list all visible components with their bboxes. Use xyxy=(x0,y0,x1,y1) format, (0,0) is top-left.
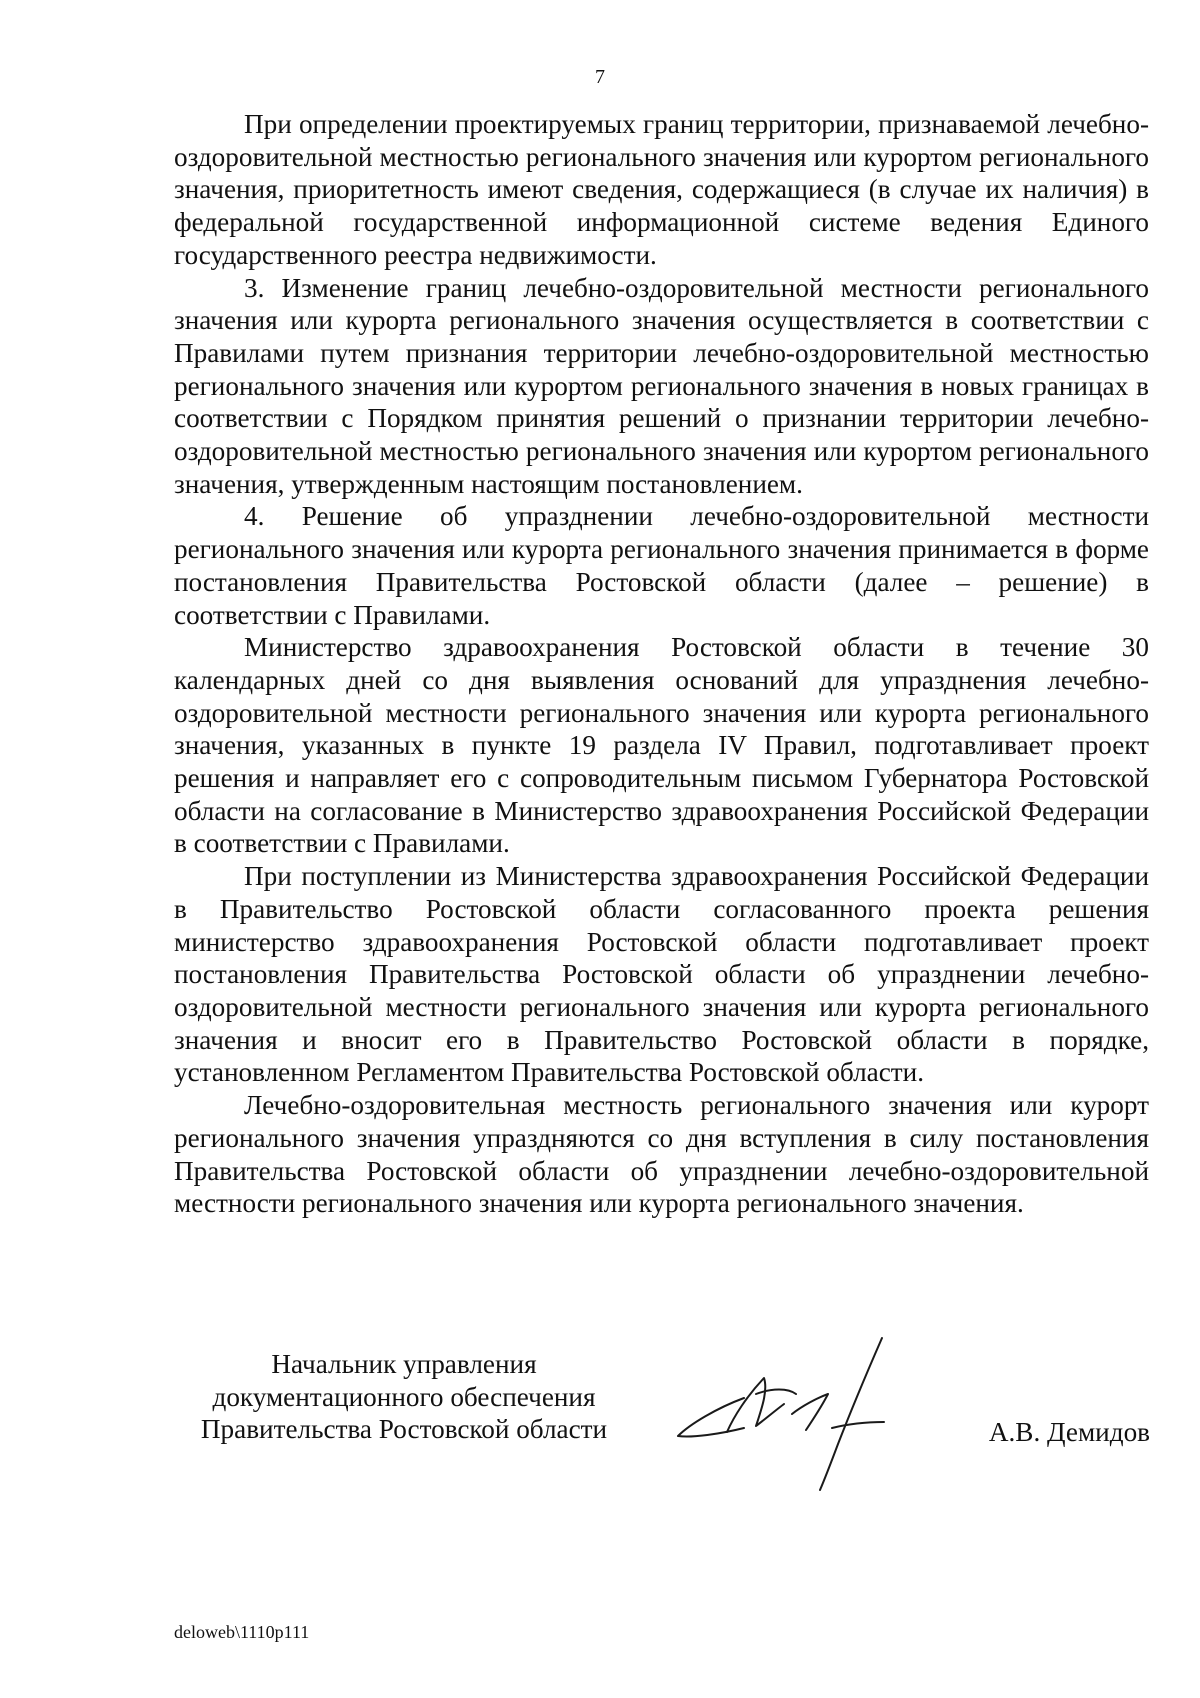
paragraph: 3. Изменение границ лечебно-оздоровительной местности регионального значения или курорта регионального значения осуществляется в соответствии с Правилами путем признания территории лечебно-оздоровительной местностью регионального значения или курортом регионального значения в новых границах в соответствии с Порядком принятия решений о признании территории лечебно-оздоровительной местностью регионального значения или курортом регионального значения, утвержденным настоящим постановлением. xyxy=(174,272,1149,499)
paragraph: Лечебно-оздоровительная местность регионального значения или курорт регионального значения упраздняются со дня вступления в силу постановления Правительства Ростовской области об упразднении лечебно-оздоровительной местности регионального значения или курорта регионального значения. xyxy=(174,1090,1149,1219)
paragraph: При поступлении из Министерства здравоохранения Российской Федерации в Правительство Ростовской области согласованного проекта решения министерство здравоохранения Ростовской области подготавливает проект постановления Правительства Ростовской области об упразднении лечебно-оздоровительной местности регионального значения или курорта регионального значения и вносит его в Правительство Ростовской области в порядке, установленном Регламентом Правительства Ростовской области. xyxy=(174,861,1149,1088)
signatory-position xyxy=(174,1348,634,1446)
document-code: deloweb\1110p111 xyxy=(174,1622,310,1642)
paragraph: 4. Решение об упразднении лечебно-оздоровительной местности регионального значения или курорта регионального значения принимается в форме постановления Правительства Ростовской области (далее – решение) в соответствии с Правилами. xyxy=(174,501,1149,630)
handwritten-signature xyxy=(672,1336,952,1492)
signatory-position-line: документационного обеспечения xyxy=(212,1381,596,1412)
signatory-position-line: Начальник управления xyxy=(271,1349,537,1379)
signatory-name: А.В. Демидов xyxy=(988,1417,1150,1447)
signatory-position-line: Правительства Ростовской области xyxy=(200,1414,608,1445)
paragraph: Министерство здравоохранения Ростовской области в течение 30 календарных дней со дня выявления оснований для упразднения лечебно-оздоровительной местности регионального значения или курорта регионального значения, указанных в пункте 19 раздела IV Правил, подготавливает проект решения и направляет его с сопроводительным письмом Губернатора Ростовской области на согласование в Министерство здравоохранения Российской Федерации в соответствии с Правилами. xyxy=(174,632,1149,859)
document-body xyxy=(174,108,1149,1220)
paragraph: При определении проектируемых границ территории, признаваемой лечебно-оздоровительной местностью регионального значения или курортом регионального значения, приоритетность имеют сведения, содержащиеся (в случае их наличия) в федеральной государственной информационной системе ведения Единого государственного реестра недвижимости. xyxy=(174,109,1149,270)
page-number: 7 xyxy=(595,66,605,88)
